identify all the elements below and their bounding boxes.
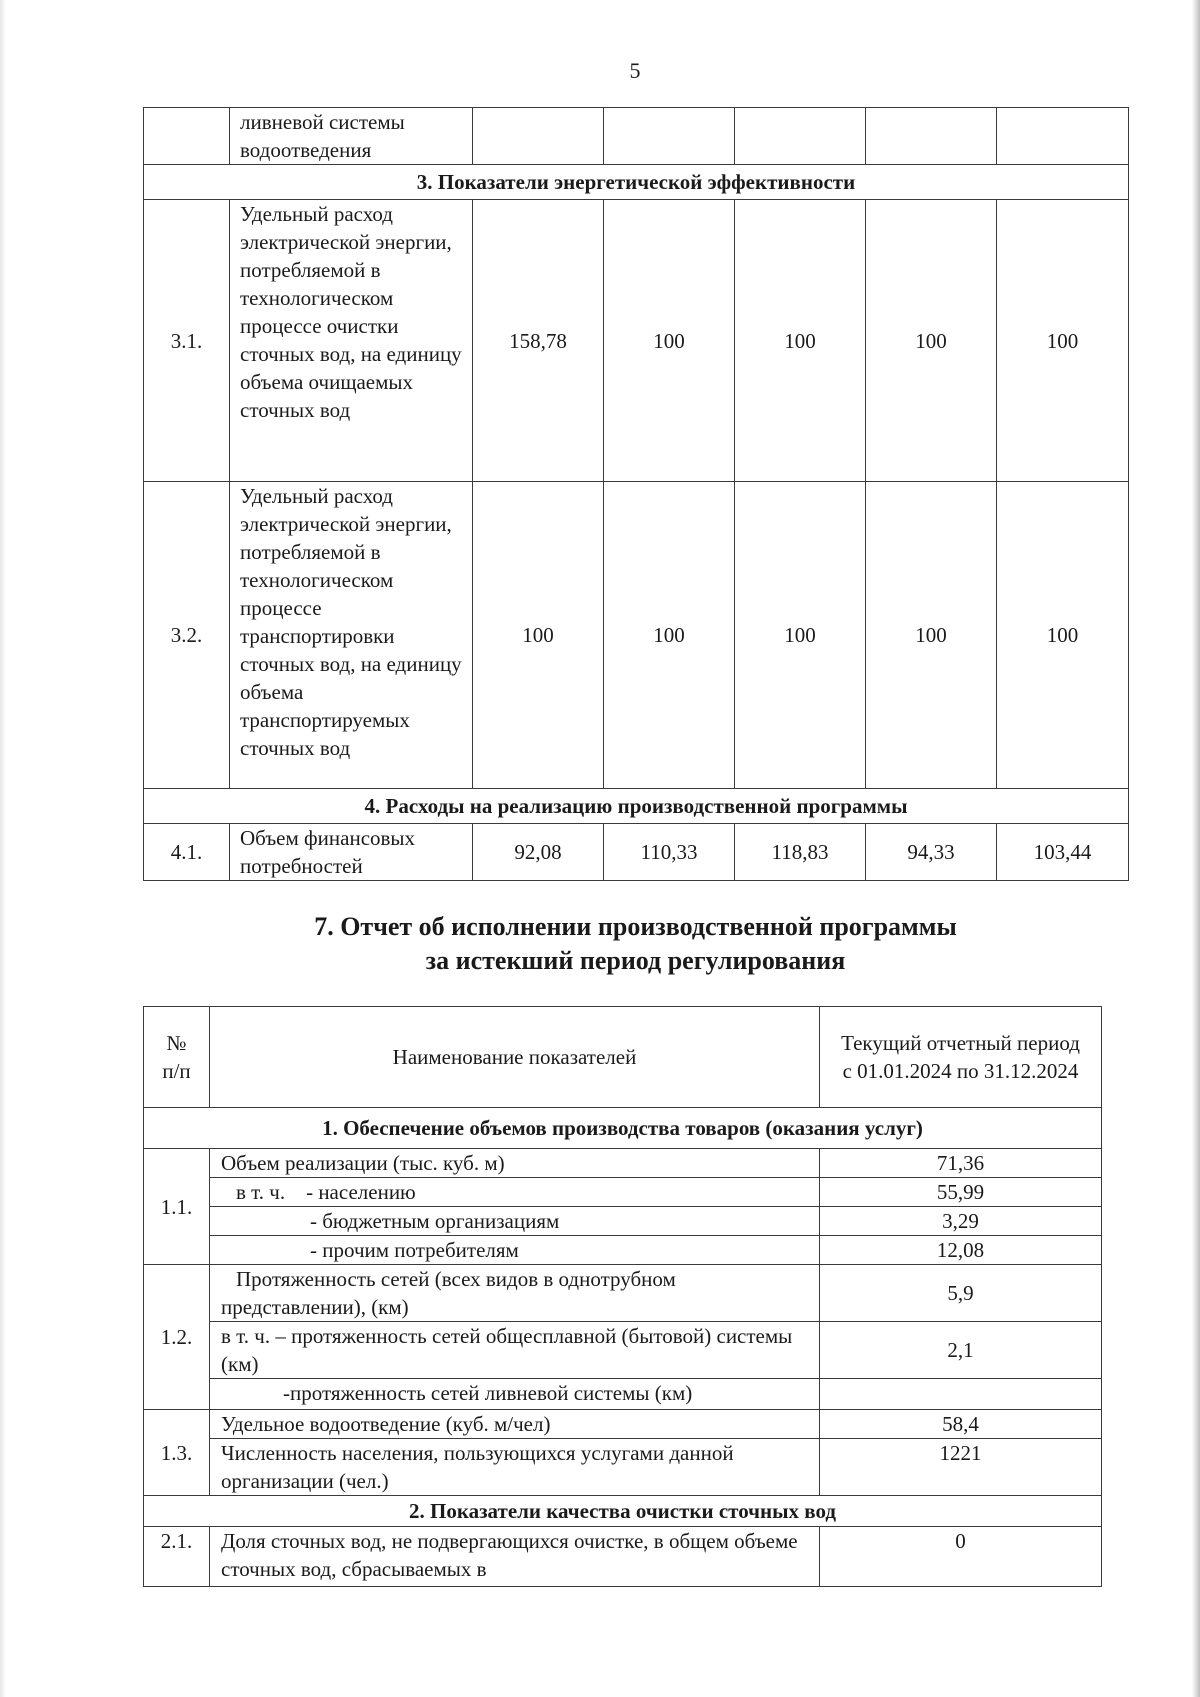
header-row (144, 1007, 1102, 1108)
table-row (144, 1265, 1102, 1322)
report-title-line-1: 7. Отчет об исполнении производственной программы (314, 912, 957, 941)
row-value: 2,1 (820, 1322, 1102, 1379)
row-name: Объем финансовых потребностей (230, 824, 473, 881)
row-value: 103,44 (997, 824, 1129, 881)
page-edge-right (1192, 0, 1200, 1697)
table-row (144, 108, 1129, 165)
page-edge-left (0, 0, 6, 1697)
row-name: в т. ч. – протяженность сетей общесплавной (бытовой) системы (км) (210, 1322, 820, 1379)
row-value: 12,08 (820, 1236, 1102, 1265)
row-number: 1.1. (144, 1149, 210, 1265)
performance-table (143, 107, 1129, 881)
table-row (144, 1236, 1102, 1265)
row-name: Удельный расход электрической энергии, потребляемой в технологическом процессе очистки сточных вод, на единицу объема очищаемых сточных вод (230, 200, 473, 482)
table-row (144, 200, 1129, 482)
row-value: 1221 (820, 1439, 1102, 1496)
row-value: 58,4 (820, 1410, 1102, 1439)
row-number: 1.3. (144, 1410, 210, 1496)
table-row (144, 1149, 1102, 1178)
header-name: Наименование показателей (210, 1007, 820, 1108)
table-row (144, 1322, 1102, 1379)
row-value: 100 (473, 482, 604, 789)
row-value: 55,99 (820, 1178, 1102, 1207)
table-row (144, 824, 1129, 881)
section-row (144, 165, 1129, 200)
row-name: Доля сточных вод, не подвергающихся очистке, в общем объеме сточных вод, сбрасываемых в (210, 1527, 820, 1587)
table-row (144, 1410, 1102, 1439)
row-name: - бюджетным организациям (210, 1207, 820, 1236)
row-name: Удельное водоотведение (куб. м/чел) (210, 1410, 820, 1439)
row-name: ливневой системы водоотведения (230, 108, 473, 165)
row-number: 3.2. (144, 482, 230, 789)
page-number: 5 (629, 58, 641, 83)
row-value: 0 (820, 1527, 1102, 1587)
table-row (144, 482, 1129, 789)
row-number: 2.1. (144, 1527, 210, 1587)
row-name: Численность населения, пользующихся услугами данной организации (чел.) (210, 1439, 820, 1496)
section-title: 4. Расходы на реализацию производственной программы (144, 789, 1129, 824)
row-value: 3,29 (820, 1207, 1102, 1236)
table-row (144, 1178, 1102, 1207)
row-value: 100 (866, 482, 997, 789)
row-name: Протяженность сетей (всех видов в однотрубном представлении), (км) (210, 1265, 820, 1322)
table-row (144, 1207, 1102, 1236)
row-value: 94,33 (866, 824, 997, 881)
row-name: - прочим потребителям (210, 1236, 820, 1265)
table-row (144, 1527, 1102, 1587)
row-value: 100 (604, 200, 735, 482)
row-value (820, 1379, 1102, 1410)
row-name: -протяженность сетей ливневой системы (км) (210, 1379, 820, 1410)
section-row (144, 789, 1129, 824)
row-value: 100 (735, 482, 866, 789)
section-row (144, 1496, 1102, 1527)
row-name: в т. ч. - населению (210, 1178, 820, 1207)
section-title: 2. Показатели качества очистки сточных вод (144, 1496, 1102, 1527)
row-value: 100 (735, 200, 866, 482)
report-title-line-2: за истекший период регулирования (425, 946, 846, 975)
table-row (144, 1439, 1102, 1496)
row-value: 100 (866, 200, 997, 482)
header-number: № п/п (144, 1007, 210, 1108)
row-value: 5,9 (820, 1265, 1102, 1322)
section-row (144, 1108, 1102, 1149)
row-name: Объем реализации (тыс. куб. м) (210, 1149, 820, 1178)
row-number: 1.2. (144, 1265, 210, 1410)
row-value: 110,33 (604, 824, 735, 881)
section-title: 3. Показатели энергетической эффективности (144, 165, 1129, 200)
header-period: Текущий отчетный период с 01.01.2024 по 31.12.2024 (820, 1007, 1102, 1108)
row-number: 3.1. (144, 200, 230, 482)
row-name: Удельный расход электрической энергии, потребляемой в технологическом процессе транспортировки сточных вод, на единицу объема транспортируемых сточных вод (230, 482, 473, 789)
section-title: 1. Обеспечение объемов производства товаров (оказания услуг) (144, 1108, 1102, 1149)
row-value: 100 (997, 200, 1129, 482)
row-value: 100 (604, 482, 735, 789)
report-table (143, 1006, 1102, 1587)
row-value: 118,83 (735, 824, 866, 881)
row-value: 92,08 (473, 824, 604, 881)
row-value: 158,78 (473, 200, 604, 482)
row-value: 100 (997, 482, 1129, 789)
table-row (144, 1379, 1102, 1410)
row-number: 4.1. (144, 824, 230, 881)
report-title (143, 910, 1128, 978)
row-value: 71,36 (820, 1149, 1102, 1178)
